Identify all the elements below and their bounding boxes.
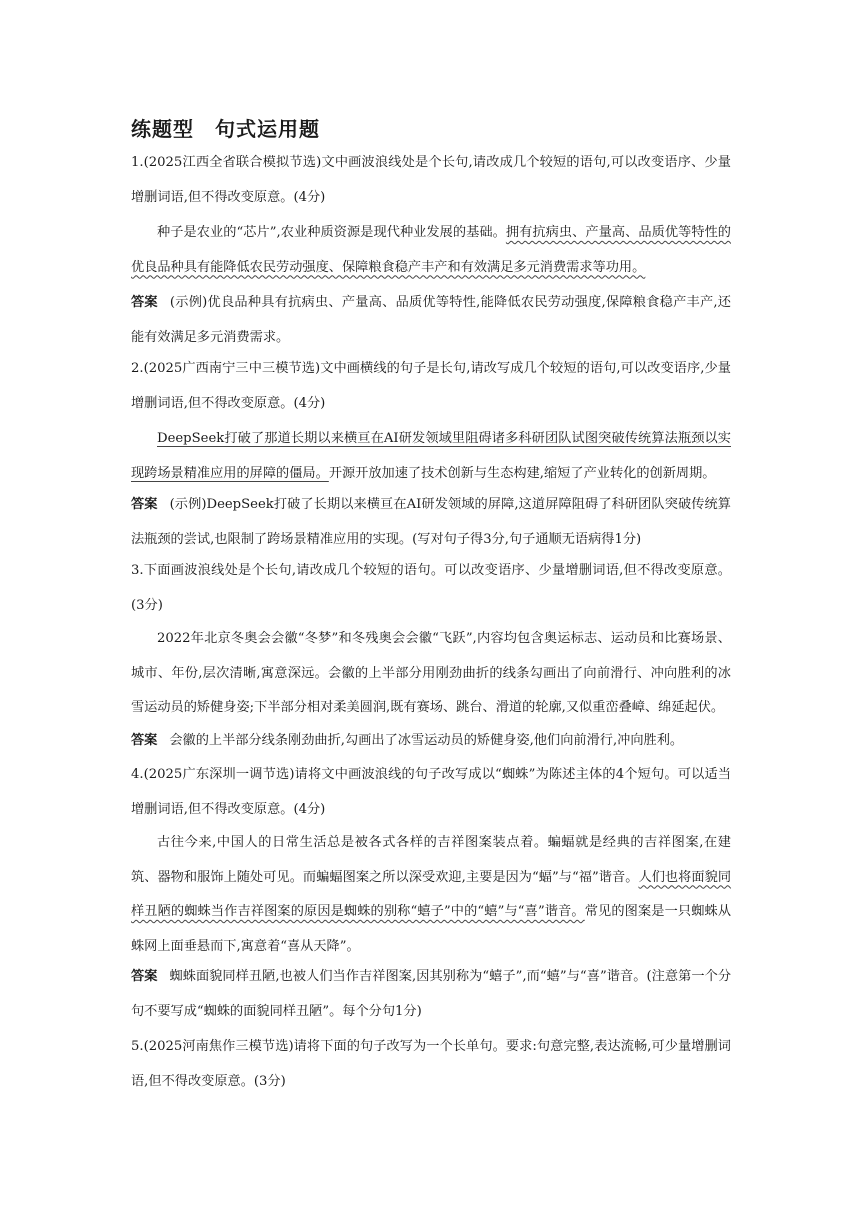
q4-answer-text: 蜘蛛面貌同样丑陋,也被人们当作吉祥图案,因其别称为“蟢子”,而“蟢”与“喜”谐音。(注意第一个分句不要写成“蜘蛛的面貌同样丑陋”。每个分句1分): [131, 969, 732, 1019]
q2-passage-post: 开源开放加速了技术创新与生态构建,缩短了产业转化的创新周期。: [328, 465, 716, 481]
q3-stem: 3.下面画波浪线处是个长句,请改成几个较短的语句。可以改变语序、少量增删词语,但不得改变原意。(3分): [131, 563, 731, 613]
answer-label: 答案: [131, 969, 158, 984]
q1-answer: [131, 286, 731, 355]
q1-answer-text: (示例)优良品种具有抗病虫、产量高、品质优等特性,能降低农民劳动强度,保障粮食稳产丰产,还能有效满足多元消费需求。: [131, 295, 731, 345]
section-title: 练题型 句式运用题: [131, 117, 320, 141]
q3-passage: 2022年北京冬奥会会徽“冬梦”和冬残奥会会徽“飞跃”,内容均包含奥运标志、运动员和比赛场景、城市、年份,层次清晰,寓意深远。会徽的上半部分用刚劲曲折的线条勾画出了向前滑行、冲向胜利的冰雪运动员的矫健身姿;下半部分相对柔美圆润,既有赛场、跳台、滑道的轮廓,又似重峦叠嶂、绵延起伏。: [131, 631, 731, 715]
q1-passage: [131, 216, 731, 285]
q4-answer: [131, 960, 731, 1029]
q4-passage-pre: 古往今来,中国人的日常生活总是被各式各样的吉祥图案装点着。蝙蝠就是经典的吉祥图案,在建筑、器物和服饰上随处可见。而蝙蝠图案之所以深受欢迎,主要是因为“蝠”与“福”谐音。: [131, 835, 731, 885]
q2-stem: 2.(2025广西南宁三中三模节选)文中画横线的句子是长句,请改写成几个较短的语句,可以改变语序,少量增删词语,但不得改变原意。(4分): [131, 361, 731, 411]
q3-answer: [131, 724, 731, 759]
q2-answer-text: (示例)DeepSeek打破了长期以来横亘在AI研发领域的屏障,这道屏障阻碍了科研团队突破传统算法瓶颈的尝试,也限制了跨场景精准应用的实现。(写对句子得3分,句子通顺无语病得1分): [131, 497, 731, 547]
q2-underlined-sentence: DeepSeek打破了那道长期以来横亘在AI研发领域里阻碍诸多科研团队试图突破传统算法瓶颈以实现跨场景精准应用的屏障的僵局。: [131, 431, 731, 481]
q2-passage: [131, 422, 731, 491]
q4-stem: 4.(2025广东深圳一调节选)请将文中画波浪线的句子改写成以“蜘蛛”为陈述主体的4个短句。可以适当增删词语,但不得改变原意。(4分): [131, 767, 731, 817]
answer-label: 答案: [131, 733, 158, 748]
q4-passage: [131, 826, 731, 964]
q5-stem: 5.(2025河南焦作三模节选)请将下面的句子改写为一个长单句。要求:句意完整,表达流畅,可少量增删词语,但不得改变原意。(3分): [131, 1039, 731, 1089]
q4-passage-post: 常见的图案是一只蜘蛛从蛛网上面垂悬而下,寓意着“喜从天降”。: [131, 904, 732, 954]
answer-label: 答案: [131, 497, 158, 512]
q2-answer: [131, 488, 731, 557]
answer-label: 答案: [131, 295, 158, 310]
q1-passage-pre: 种子是农业的“芯片”,农业种质资源是现代种业发展的基础。: [157, 225, 506, 240]
q4-wavy-sentence: 人们也将面貌同样丑陋的蜘蛛当作吉祥图案的原因是蜘蛛的别称“蟢子”中的“蟢”与“喜”谐音。: [131, 869, 732, 919]
q3-answer-text: 会徽的上半部分线条刚劲曲折,勾画出了冰雪运动员的矫健身姿,他们向前滑行,冲向胜利。: [169, 733, 684, 748]
q1-stem: 1.(2025江西全省联合模拟节选)文中画波浪线处是个长句,请改成几个较短的语句,可以改变语序、少量增删词语,但不得改变原意。(4分): [131, 155, 731, 205]
q1-wavy-sentence: 拥有抗病虫、产量高、品质优等特性的优良品种具有能降低农民劳动强度、保障粮食稳产丰产和有效满足多元消费需求等功用。: [131, 225, 731, 275]
